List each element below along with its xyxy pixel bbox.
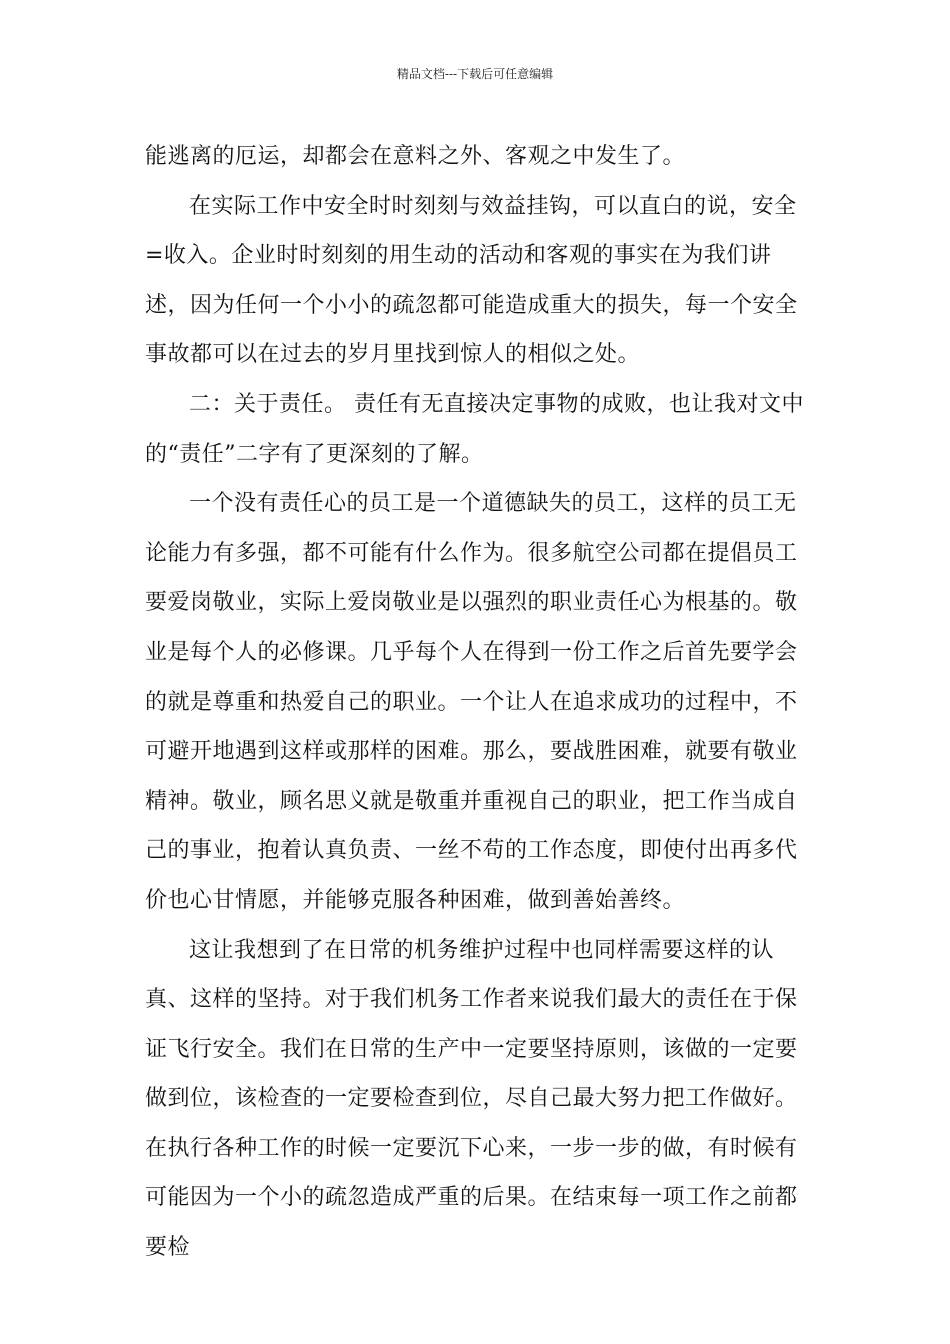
document-body — [145, 132, 805, 1273]
paragraph-4: 一个没有责任心的员工是一个道德缺失的员工，这样的员工无论能力有多强，都不可能有什么作为。很多航空公司都在提倡员工要爱岗敬业，实际上爱岗敬业是以强烈的职业责任心为根基的。敬业是每个人的必修课。几乎每个人在得到一份工作之后首先要学会的就是尊重和热爱自己的职业。一个让人在追求成功的过程中，不可避开地遇到这样或那样的困难。那么，要战胜困难，就要有敬业精神。敬业，顾名思义就是敬重并重视自己的职业，把工作当成自己的事业，抱着认真负责、一丝不苟的工作态度，即使付出再多代价也心甘情愿，并能够克服各种困难，做到善始善终。 — [145, 491, 798, 913]
paragraph-5: 这让我想到了在日常的机务维护过程中也同样需要这样的认真、这样的坚持。对于我们机务工作者来说我们最大的责任在于保证飞行安全。我们在日常的生产中一定要坚持原则，该做的一定要做到位，该检查的一定要检查到位，尽自己最大努力把工作做好。在执行各种工作的时候一定要沉下心来，一步一步的做，有时候有可能因为一个小的疏忽造成严重的后果。在结束每一项工作之前都要检 — [145, 937, 798, 1261]
paragraph-3: 二：关于责任。 责任有无直接决定事物的成败，也让我对文中的“责任”二字有了更深刻的了解。 — [145, 391, 804, 467]
paragraph-2: 在实际工作中安全时时刻刻与效益挂钩，可以直白的说，安全=收入。企业时时刻刻的用生动的活动和客观的事实在为我们讲述，因为任何一个小小的疏忽都可能造成重大的损失，每一个安全事故都可以在过去的岁月里找到惊人的相似之处。 — [145, 193, 798, 368]
page-header: 精品文档---下载后可任意编辑 — [396, 67, 554, 81]
paragraph-1: 能逃离的厄运，却都会在意料之外、客观之中发生了。 — [145, 144, 686, 169]
